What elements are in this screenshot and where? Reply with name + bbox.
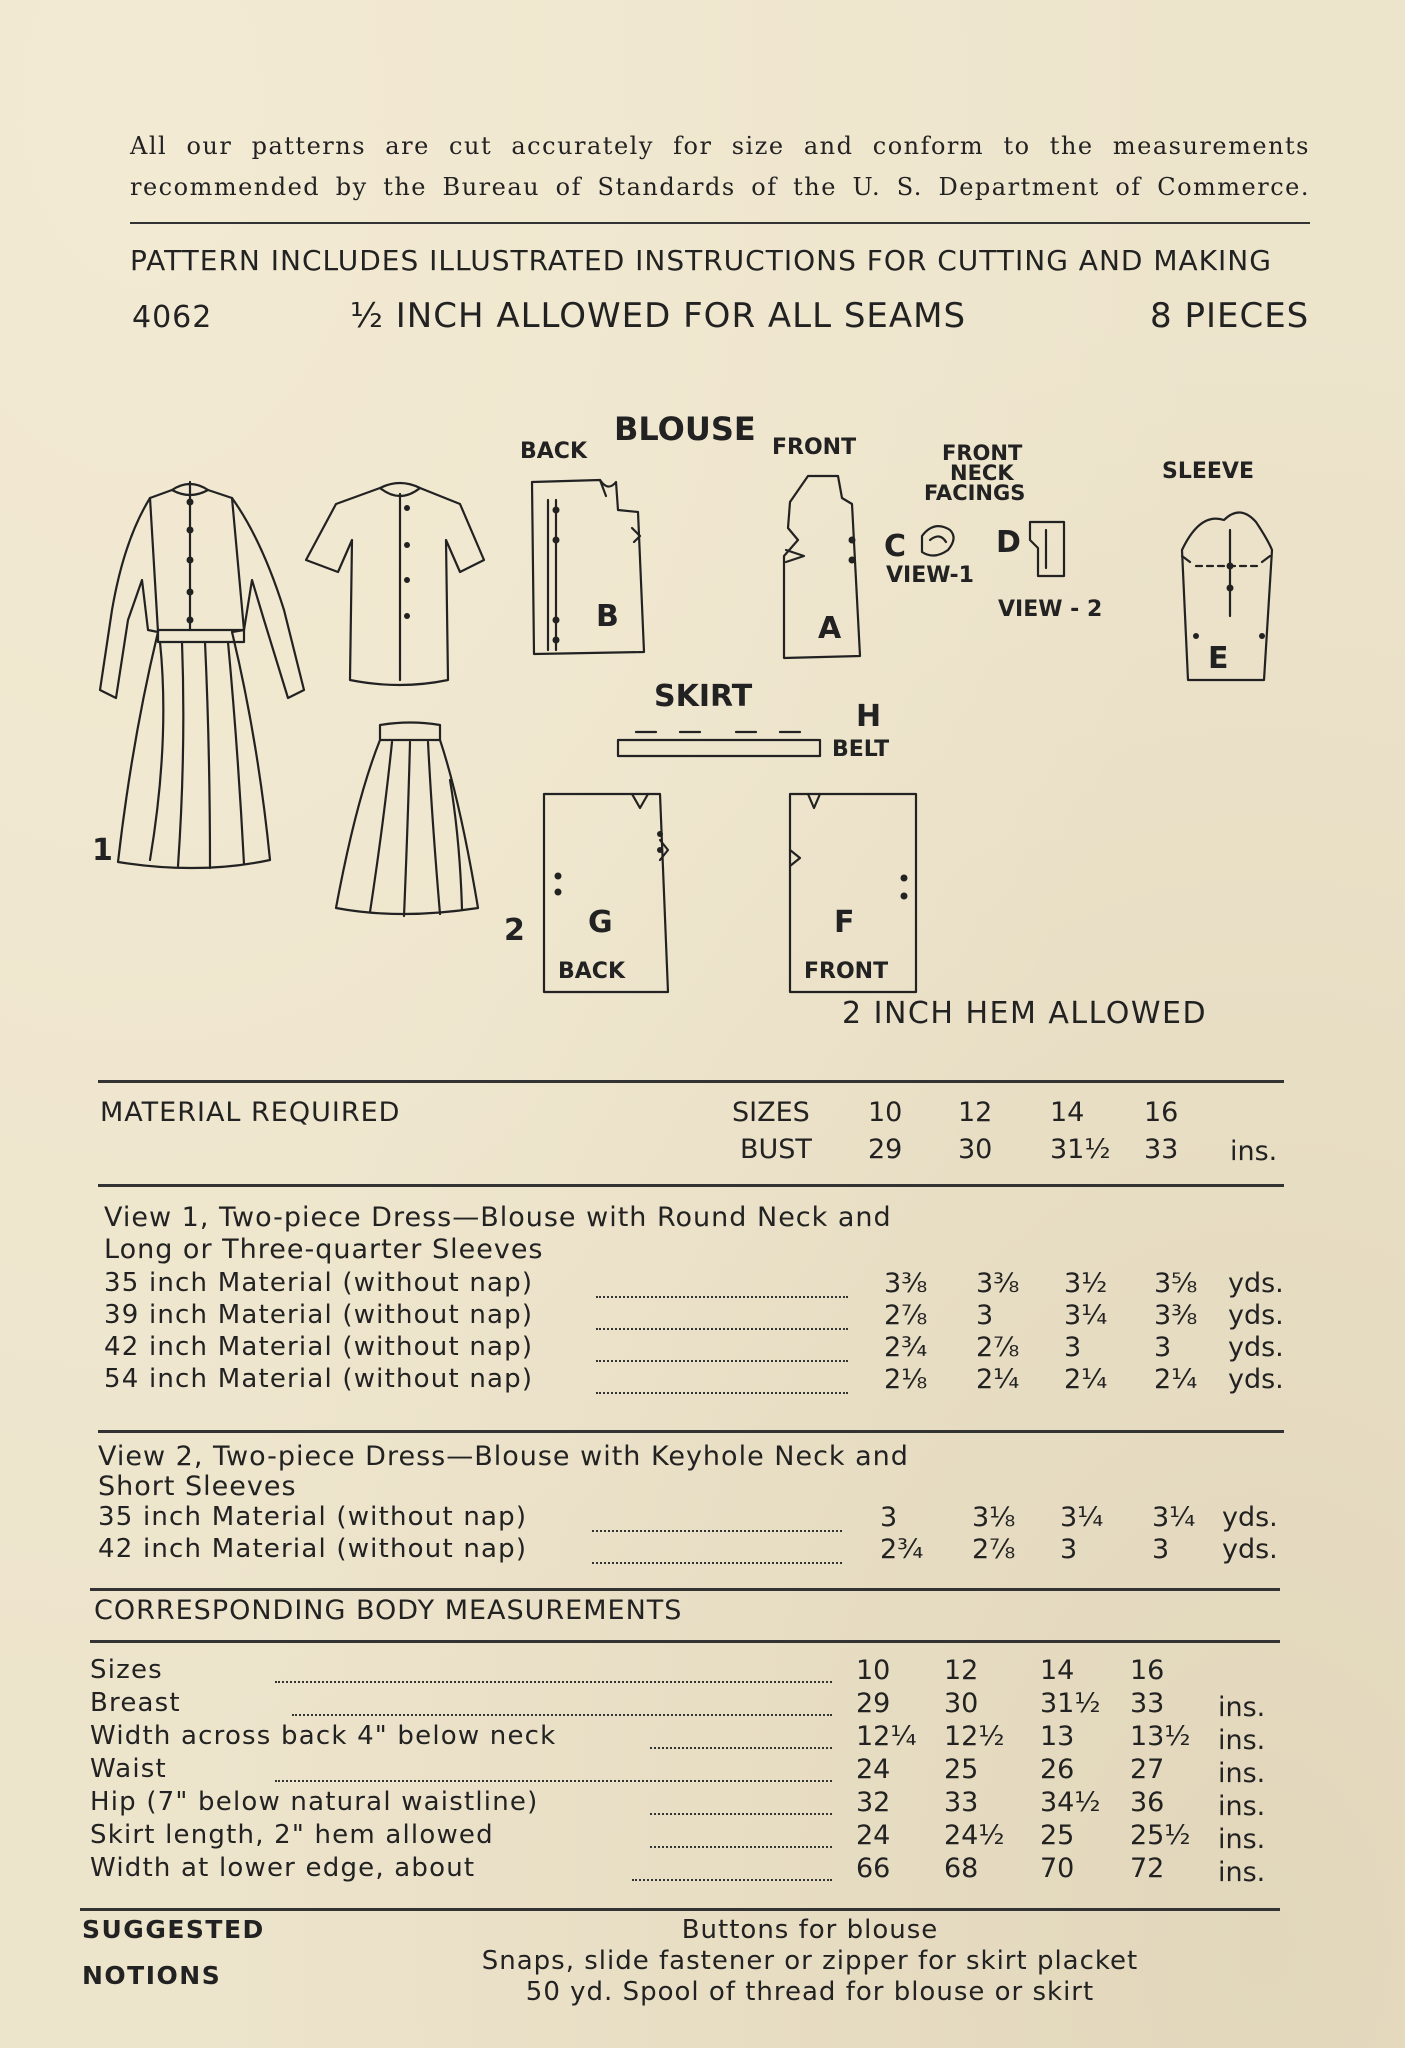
measurement-value: 33 — [944, 1787, 979, 1818]
yardage-value: 2⅞ — [976, 1332, 1020, 1363]
intro-line-1: All our patterns are cut accurately for size and conform to the measurements — [130, 132, 1310, 160]
view1-title-1: View 1, Two-piece Dress—Blouse with Round Neck and — [104, 1202, 892, 1233]
bust-value: 31½ — [1050, 1134, 1111, 1165]
yardage-value: 3 — [1064, 1332, 1082, 1363]
yardage-value: 2¾ — [884, 1332, 928, 1363]
measurement-value: 36 — [1130, 1787, 1165, 1818]
yardage-value: 2¾ — [880, 1534, 924, 1565]
yardage-unit: yds. — [1228, 1268, 1284, 1299]
measurement-value: 72 — [1130, 1853, 1165, 1884]
hem-allowance: 2 INCH HEM ALLOWED — [842, 996, 1208, 1031]
yardage-value: 2⅛ — [884, 1364, 928, 1395]
blouse-back-label: BACK — [520, 439, 587, 464]
facings-label-3: FACINGS — [924, 481, 1026, 505]
measurement-value: 33 — [1130, 1688, 1165, 1719]
leader-dots — [650, 1846, 832, 1848]
measurement-value: 25 — [1040, 1820, 1075, 1851]
intro-paragraph — [130, 126, 1310, 208]
seam-allowance: ½ INCH ALLOWED FOR ALL SEAMS — [350, 296, 967, 336]
material-row-label: 42 inch Material (without nap) — [104, 1332, 534, 1362]
piece-c-facing — [922, 526, 954, 555]
bust-unit: ins. — [1230, 1136, 1278, 1167]
body-row-label: Sizes — [90, 1655, 163, 1685]
measurement-value: 30 — [944, 1688, 979, 1719]
leader-dots — [596, 1360, 848, 1362]
pattern-number: 4062 — [132, 300, 213, 335]
piece-d-letter: D — [996, 525, 1021, 560]
view-1-label: VIEW-1 — [886, 563, 974, 588]
yardage-value: 3¼ — [1060, 1502, 1104, 1533]
view1-title-2: Long or Three-quarter Sleeves — [104, 1234, 544, 1265]
measurement-value: 12½ — [944, 1721, 1005, 1752]
divider — [130, 222, 1310, 224]
yardage-value: 3¼ — [1152, 1502, 1196, 1533]
measurement-value: 70 — [1040, 1853, 1075, 1884]
measurement-unit: ins. — [1218, 1857, 1266, 1888]
measurement-value: 66 — [856, 1853, 891, 1884]
piece-f-letter: F — [834, 905, 855, 940]
size-value: 16 — [1144, 1097, 1179, 1128]
piece-b-letter: B — [596, 599, 619, 634]
piece-g-letter: G — [588, 905, 613, 940]
body-row-label: Waist — [90, 1754, 167, 1784]
yardage-value: 2⅞ — [884, 1300, 928, 1331]
leader-dots — [650, 1747, 832, 1749]
yardage-value: 3⅜ — [884, 1268, 928, 1299]
measurement-value: 12¼ — [856, 1721, 917, 1752]
leader-dots — [650, 1813, 832, 1815]
yardage-value: 3⅜ — [976, 1268, 1020, 1299]
measurement-value: 25 — [944, 1754, 979, 1785]
measurement-value: 12 — [944, 1655, 979, 1686]
material-title: MATERIAL REQUIRED — [100, 1097, 401, 1128]
measurement-value: 24½ — [944, 1820, 1005, 1851]
yardage-value: 3⅝ — [1154, 1268, 1198, 1299]
belt-label: BELT — [832, 737, 890, 762]
skirt-back-label: BACK — [558, 959, 625, 984]
measurement-value: 68 — [944, 1853, 979, 1884]
measurement-unit: ins. — [1218, 1791, 1266, 1822]
size-value: 12 — [958, 1097, 993, 1128]
measurement-value: 24 — [856, 1820, 891, 1851]
measurement-value: 13 — [1040, 1721, 1075, 1752]
yardage-unit: yds. — [1222, 1534, 1278, 1565]
leader-dots — [275, 1780, 832, 1782]
leader-dots — [592, 1562, 842, 1564]
yardage-value: 3 — [1154, 1332, 1172, 1363]
measurement-value: 10 — [856, 1655, 891, 1686]
view1-number: 1 — [92, 833, 113, 868]
leader-dots — [292, 1714, 832, 1716]
yardage-value: 3 — [1152, 1534, 1170, 1565]
yardage-unit: yds. — [1228, 1300, 1284, 1331]
piece-h-letter: H — [856, 699, 882, 734]
size-value: 14 — [1050, 1097, 1085, 1128]
divider — [98, 1430, 1284, 1433]
sizes-label: SIZES — [732, 1097, 810, 1128]
yardage-value: 2¼ — [1154, 1364, 1198, 1395]
yardage-value: 2⅞ — [972, 1534, 1016, 1565]
notion-item: 50 yd. Spool of thread for blouse or skirt — [525, 1977, 1095, 2007]
leader-dots — [596, 1392, 848, 1394]
material-row-label: 54 inch Material (without nap) — [104, 1364, 534, 1394]
yardage-value: 3 — [880, 1502, 898, 1533]
leader-dots — [632, 1879, 832, 1881]
yardage-value: 3 — [1060, 1534, 1078, 1565]
body-row-label: Hip (7" below natural waistline) — [90, 1787, 539, 1817]
measurement-value: 24 — [856, 1754, 891, 1785]
blouse-front-label: FRONT — [772, 435, 857, 460]
facings-label-1: FRONT — [942, 441, 1023, 465]
view1-dress-illustration — [100, 482, 304, 868]
measurement-value: 13½ — [1130, 1721, 1191, 1752]
notion-item: Snaps, slide fastener or zipper for skirt placket — [481, 1946, 1139, 1976]
yardage-unit: yds. — [1222, 1502, 1278, 1533]
yardage-unit: yds. — [1228, 1332, 1284, 1363]
body-title: CORRESPONDING BODY MEASUREMENTS — [94, 1595, 683, 1626]
piece-c-letter: C — [884, 529, 907, 564]
body-row-label: Width at lower edge, about — [90, 1853, 476, 1883]
measurement-value: 27 — [1130, 1754, 1165, 1785]
divider — [98, 1184, 1284, 1187]
measurement-unit: ins. — [1218, 1824, 1266, 1855]
piece-b-blouse-back — [532, 480, 644, 654]
measurement-unit: ins. — [1218, 1692, 1266, 1723]
measurement-value: 31½ — [1040, 1688, 1101, 1719]
piece-a-letter: A — [818, 611, 842, 646]
yardage-value: 3⅛ — [972, 1502, 1016, 1533]
yardage-value: 3½ — [1064, 1268, 1108, 1299]
notions-label-2: NOTIONS — [82, 1961, 222, 1990]
leader-dots — [596, 1296, 848, 1298]
measurement-value: 29 — [856, 1688, 891, 1719]
material-row-label: 42 inch Material (without nap) — [98, 1534, 528, 1564]
divider — [90, 1640, 1280, 1643]
measurement-value: 25½ — [1130, 1820, 1191, 1851]
leader-dots — [592, 1530, 842, 1532]
measurement-unit: ins. — [1218, 1725, 1266, 1756]
yardage-value: 2¼ — [1064, 1364, 1108, 1395]
yardage-value: 3⅜ — [1154, 1300, 1198, 1331]
bust-value: 29 — [868, 1134, 903, 1165]
view2-blouse-illustration — [306, 483, 484, 685]
view2-skirt-illustration — [336, 723, 478, 917]
piece-e-letter: E — [1208, 641, 1229, 676]
notions-label-1: SUGGESTED — [82, 1915, 265, 1944]
measurement-value: 26 — [1040, 1754, 1075, 1785]
measurement-value: 14 — [1040, 1655, 1075, 1686]
yardage-value: 2¼ — [976, 1364, 1020, 1395]
divider — [90, 1588, 1280, 1591]
body-row-label: Breast — [90, 1688, 181, 1718]
measurement-value: 32 — [856, 1787, 891, 1818]
bust-label: BUST — [740, 1134, 812, 1165]
measurement-value: 34½ — [1040, 1787, 1101, 1818]
body-row-label: Skirt length, 2" hem allowed — [90, 1820, 494, 1850]
yardage-value: 3 — [976, 1300, 994, 1331]
includes-heading: PATTERN INCLUDES ILLUSTRATED INSTRUCTIONS FOR CUTTING AND MAKING — [130, 244, 1272, 277]
blouse-label: BLOUSE — [614, 410, 756, 448]
skirt-front-label: FRONT — [804, 959, 889, 984]
bust-value: 30 — [958, 1134, 993, 1165]
leader-dots — [275, 1681, 832, 1683]
sleeve-label: SLEEVE — [1162, 459, 1254, 484]
skirt-label: SKIRT — [654, 679, 753, 714]
divider — [80, 1908, 1280, 1911]
material-row-label: 35 inch Material (without nap) — [98, 1502, 528, 1532]
intro-line-2: recommended by the Bureau of Standards of the U. S. Department of Commerce. — [130, 173, 1310, 201]
material-row-label: 35 inch Material (without nap) — [104, 1268, 534, 1298]
piece-h-belt — [618, 732, 820, 756]
yardage-unit: yds. — [1228, 1364, 1284, 1395]
measurement-value: 16 — [1130, 1655, 1165, 1686]
view2-title-2: Short Sleeves — [98, 1471, 297, 1502]
bust-value: 33 — [1144, 1134, 1179, 1165]
view2-title-1: View 2, Two-piece Dress—Blouse with Keyhole Neck and — [98, 1441, 909, 1472]
divider — [98, 1080, 1284, 1083]
measurement-unit: ins. — [1218, 1758, 1266, 1789]
piece-d-facing — [1030, 522, 1064, 576]
yardage-value: 3¼ — [1064, 1300, 1108, 1331]
notions-list — [420, 1915, 1200, 2008]
leader-dots — [596, 1328, 848, 1330]
size-value: 10 — [868, 1097, 903, 1128]
view-2-label: VIEW - 2 — [998, 597, 1103, 622]
material-row-label: 39 inch Material (without nap) — [104, 1300, 534, 1330]
notion-item: Buttons for blouse — [681, 1915, 939, 1945]
pattern-diagram — [0, 380, 1405, 1040]
view2-number: 2 — [504, 913, 525, 948]
facings-label-2: NECK — [950, 461, 1014, 485]
piece-count: 8 PIECES — [1150, 296, 1310, 336]
body-row-label: Width across back 4" below neck — [90, 1721, 557, 1751]
